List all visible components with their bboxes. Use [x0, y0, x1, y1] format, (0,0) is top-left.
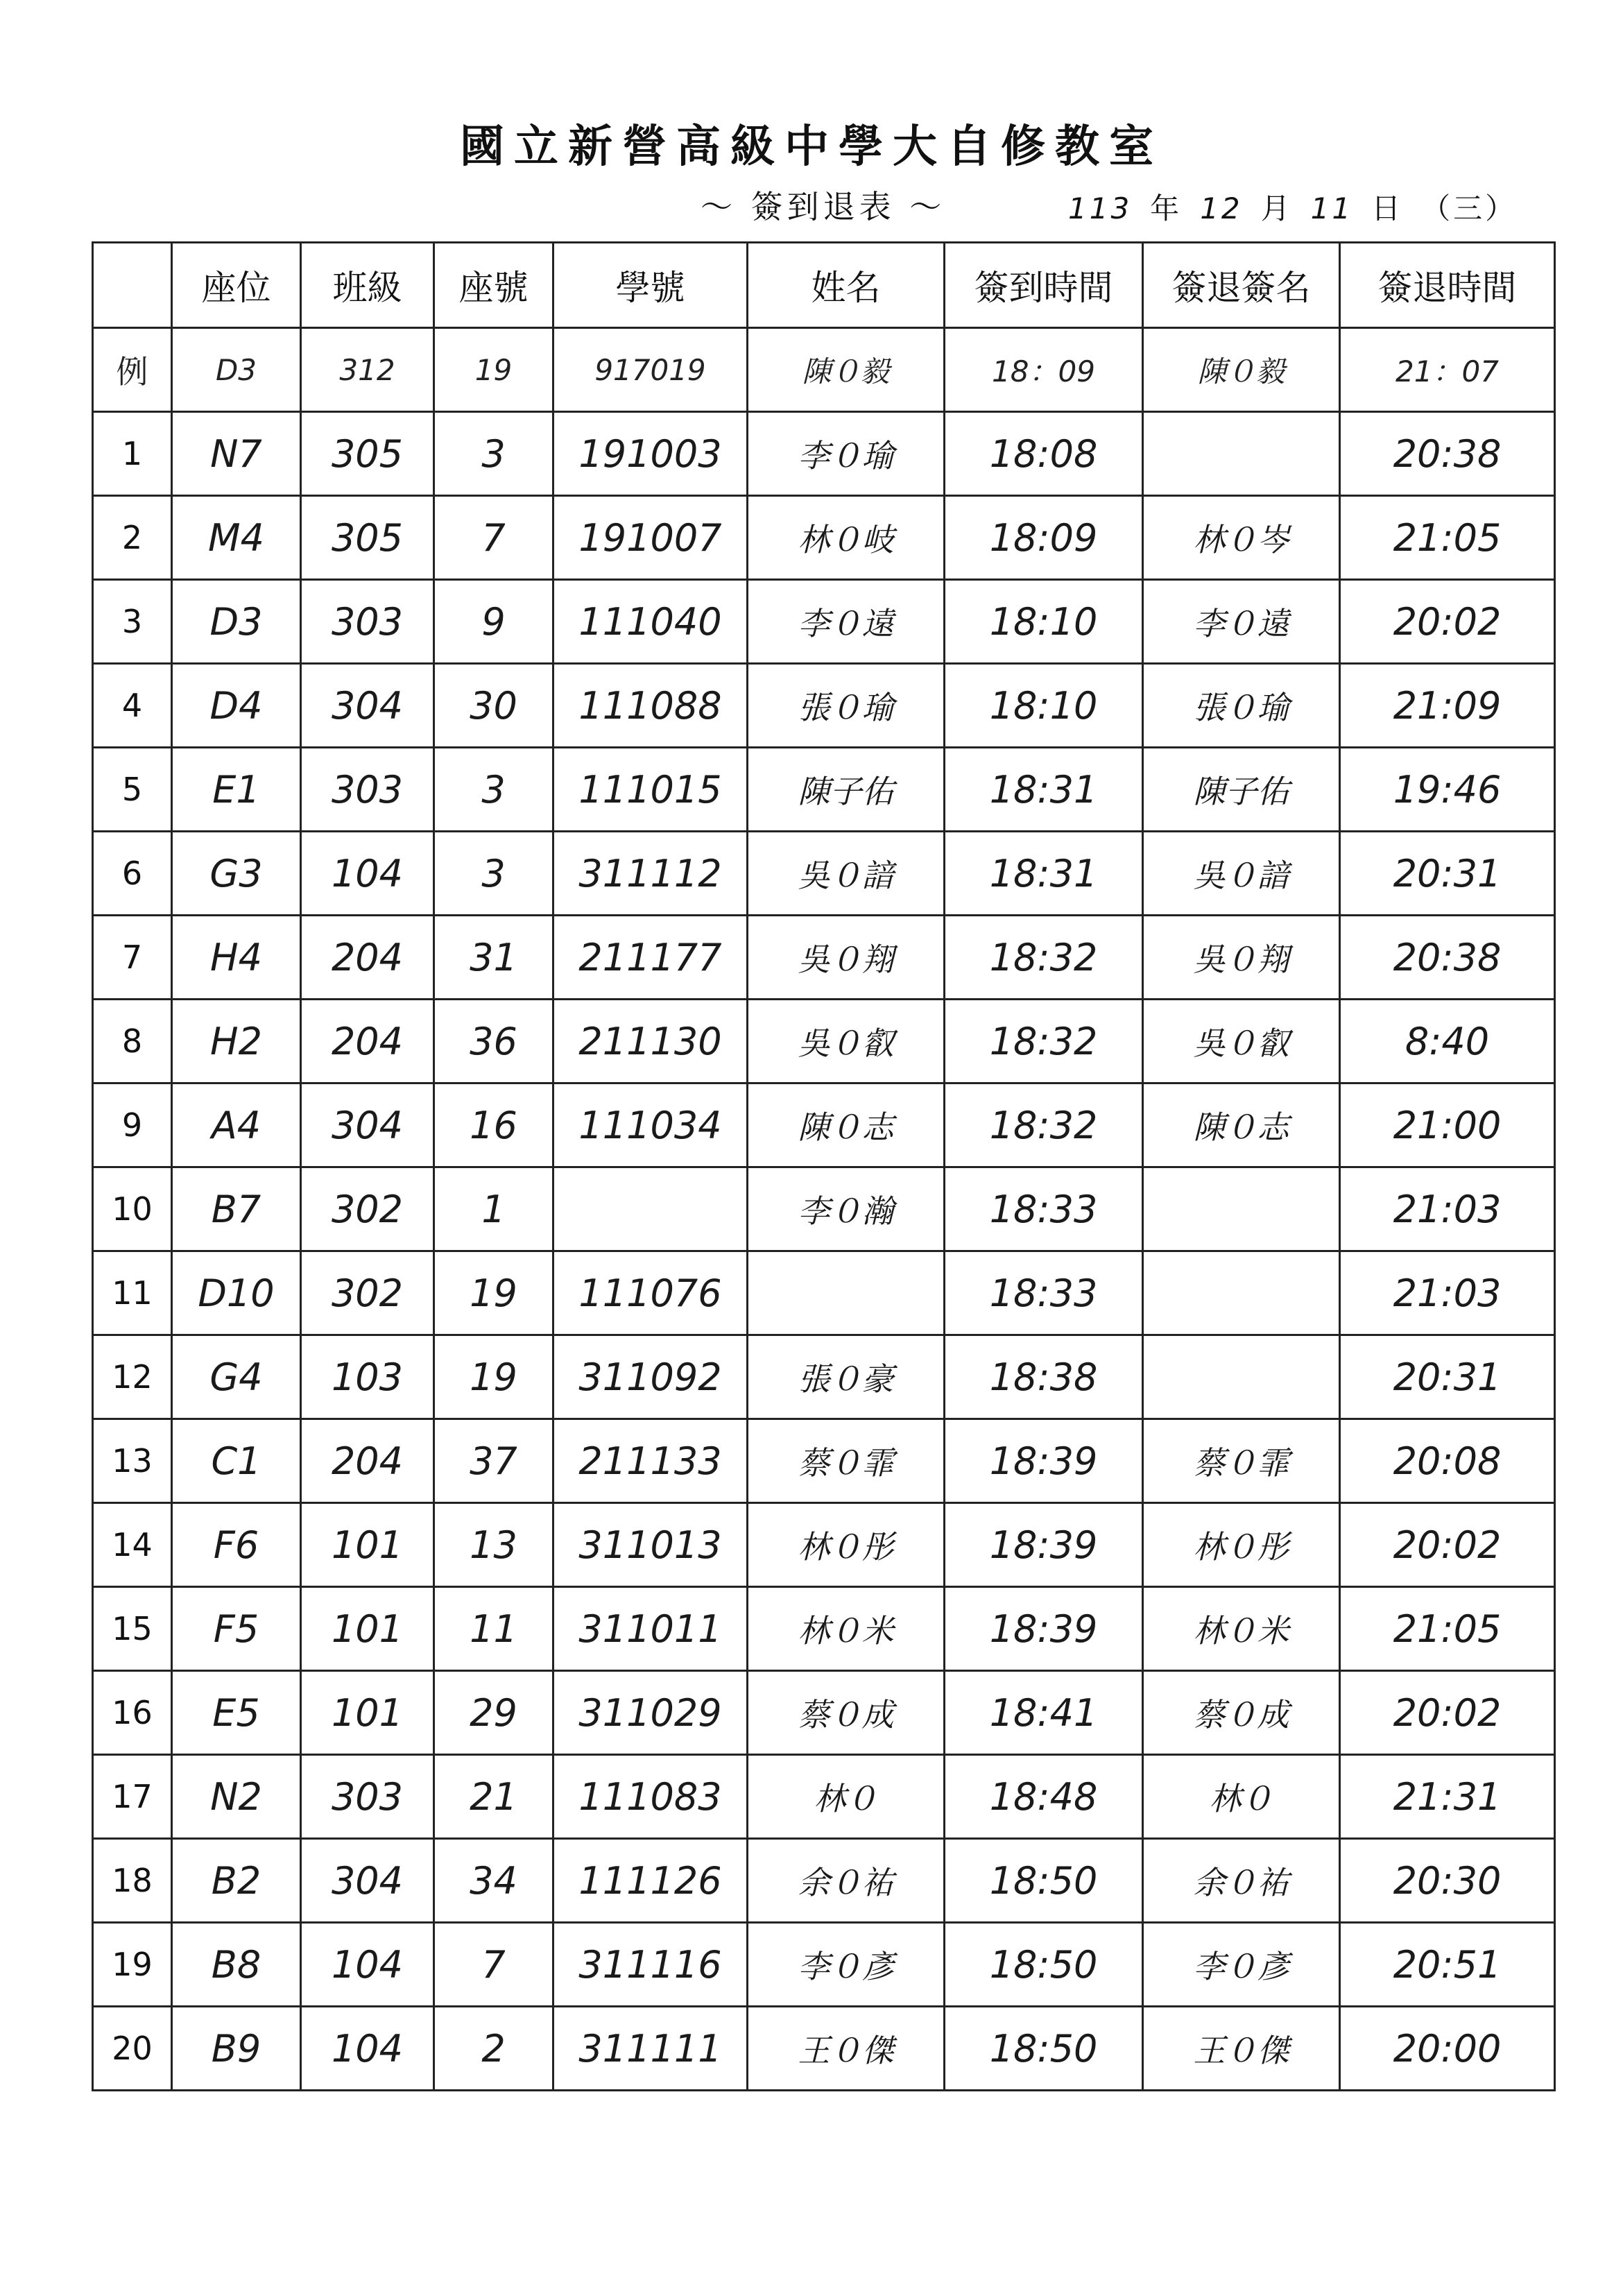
row-sign-in: 18:31 [945, 832, 1143, 916]
row-sign-out-name: 陳０志 [1143, 1083, 1340, 1167]
row-seat-no: 7 [434, 1923, 553, 2007]
row-index: 11 [93, 1251, 172, 1335]
row-sign-in: 18:50 [945, 1839, 1143, 1923]
row-index: 9 [93, 1083, 172, 1167]
row-student-id: 311112 [553, 832, 748, 916]
row-seat: D3 [172, 580, 301, 664]
table-row [93, 496, 1555, 580]
row-student-id: 311029 [553, 1671, 748, 1755]
row-seat: H2 [172, 1000, 301, 1083]
row-seat: M4 [172, 496, 301, 580]
header-index [93, 243, 172, 328]
row-index: 7 [93, 916, 172, 1000]
row-student-id: 191007 [553, 496, 748, 580]
row-seat: C1 [172, 1419, 301, 1503]
row-student-id: 211177 [553, 916, 748, 1000]
date-day-label: 日 [1371, 191, 1404, 225]
table-row [93, 1503, 1555, 1587]
row-sign-out: 20:08 [1340, 1419, 1555, 1503]
table-row [93, 1167, 1555, 1251]
row-index: 12 [93, 1335, 172, 1419]
row-sign-out-name: 林０彤 [1143, 1503, 1340, 1587]
row-class: 103 [301, 1335, 434, 1419]
table-row [93, 1335, 1555, 1419]
row-name: 張０豪 [748, 1335, 945, 1419]
row-sign-in: 18:32 [945, 1083, 1143, 1167]
row-seat-no: 1 [434, 1167, 553, 1251]
row-seat-no: 19 [434, 1335, 553, 1419]
row-sign-out: 20:51 [1340, 1923, 1555, 2007]
row-class: 305 [301, 412, 434, 496]
row-sign-in: 18:32 [945, 1000, 1143, 1083]
header-student-id: 學號 [553, 243, 748, 328]
table-row [93, 1419, 1555, 1503]
row-class: 104 [301, 832, 434, 916]
row-seat-no: 36 [434, 1000, 553, 1083]
table-row [93, 1000, 1555, 1083]
example-seat: D3 [172, 328, 301, 412]
row-name: 李０遠 [748, 580, 945, 664]
table-row [93, 1839, 1555, 1923]
row-index: 1 [93, 412, 172, 496]
row-student-id: 111083 [553, 1755, 748, 1839]
row-index: 14 [93, 1503, 172, 1587]
row-seat: D10 [172, 1251, 301, 1335]
row-sign-out: 20:02 [1340, 1671, 1555, 1755]
row-sign-out: 20:38 [1340, 916, 1555, 1000]
header-sign-out-name: 簽退簽名 [1143, 243, 1340, 328]
row-class: 304 [301, 1083, 434, 1167]
row-seat-no: 13 [434, 1503, 553, 1587]
date-line [1068, 186, 1535, 228]
row-seat-no: 30 [434, 664, 553, 748]
row-name: 吳０諳 [748, 832, 945, 916]
row-index: 3 [93, 580, 172, 664]
table-row [93, 1671, 1555, 1755]
row-name: 蔡０霏 [748, 1419, 945, 1503]
row-index: 16 [93, 1671, 172, 1755]
row-sign-out: 19:46 [1340, 748, 1555, 832]
row-sign-out-name: 吳０翔 [1143, 916, 1340, 1000]
row-sign-out-name [1143, 412, 1340, 496]
row-seat: A4 [172, 1083, 301, 1167]
row-index: 18 [93, 1839, 172, 1923]
header-class: 班級 [301, 243, 434, 328]
row-student-id: 111076 [553, 1251, 748, 1335]
row-class: 302 [301, 1167, 434, 1251]
row-sign-out: 21:09 [1340, 664, 1555, 748]
row-sign-out-name: 林０ [1143, 1755, 1340, 1839]
row-sign-out-name: 李０彥 [1143, 1923, 1340, 2007]
row-sign-out-name [1143, 1335, 1340, 1419]
header-seat-no: 座號 [434, 243, 553, 328]
row-name [748, 1251, 945, 1335]
date-month: 12 [1200, 191, 1243, 225]
row-sign-out: 20:30 [1340, 1839, 1555, 1923]
row-index: 19 [93, 1923, 172, 2007]
row-sign-in: 18:39 [945, 1587, 1143, 1671]
row-sign-out-name: 陳子佑 [1143, 748, 1340, 832]
row-student-id: 311116 [553, 1923, 748, 2007]
row-sign-out: 20:02 [1340, 580, 1555, 664]
row-student-id: 111088 [553, 664, 748, 748]
row-seat: G4 [172, 1335, 301, 1419]
row-student-id [553, 1167, 748, 1251]
row-seat: F6 [172, 1503, 301, 1587]
table-row [93, 1755, 1555, 1839]
row-seat-no: 21 [434, 1755, 553, 1839]
row-sign-in: 18:33 [945, 1251, 1143, 1335]
row-sign-in: 18:48 [945, 1755, 1143, 1839]
row-name: 李０彥 [748, 1923, 945, 2007]
row-sign-in: 18:08 [945, 412, 1143, 496]
row-seat: E1 [172, 748, 301, 832]
date-weekday: （三） [1421, 191, 1518, 225]
row-name: 林０米 [748, 1587, 945, 1671]
signin-table [92, 241, 1556, 2091]
header-name: 姓名 [748, 243, 945, 328]
row-name: 李０瑜 [748, 412, 945, 496]
row-seat: E5 [172, 1671, 301, 1755]
row-name: 張０瑜 [748, 664, 945, 748]
row-sign-in: 18:09 [945, 496, 1143, 580]
row-index: 15 [93, 1587, 172, 1671]
row-sign-out: 21:03 [1340, 1167, 1555, 1251]
row-sign-out: 20:31 [1340, 1335, 1555, 1419]
row-sign-in: 18:50 [945, 1923, 1143, 2007]
row-student-id: 311111 [553, 2007, 748, 2091]
example-seat-no: 19 [434, 328, 553, 412]
example-name: 陳０毅 [748, 328, 945, 412]
row-index: 10 [93, 1167, 172, 1251]
row-seat-no: 3 [434, 412, 553, 496]
table-row [93, 1923, 1555, 2007]
row-sign-out: 20:38 [1340, 412, 1555, 496]
row-sign-out: 8:40 [1340, 1000, 1555, 1083]
row-sign-out-name: 林０岑 [1143, 496, 1340, 580]
row-seat: F5 [172, 1587, 301, 1671]
row-index: 6 [93, 832, 172, 916]
row-sign-out: 21:00 [1340, 1083, 1555, 1167]
sheet-subtitle: ～ 簽到退表 ～ [701, 188, 946, 225]
row-class: 204 [301, 1419, 434, 1503]
row-student-id: 111034 [553, 1083, 748, 1167]
row-index: 13 [93, 1419, 172, 1503]
row-seat-no: 9 [434, 580, 553, 664]
row-seat: D4 [172, 664, 301, 748]
row-sign-out: 21:03 [1340, 1251, 1555, 1335]
row-sign-in: 18:38 [945, 1335, 1143, 1419]
row-seat-no: 16 [434, 1083, 553, 1167]
row-seat-no: 34 [434, 1839, 553, 1923]
row-seat: G3 [172, 832, 301, 916]
row-sign-in: 18:32 [945, 916, 1143, 1000]
row-sign-out: 20:31 [1340, 832, 1555, 916]
row-seat-no: 3 [434, 832, 553, 916]
row-index: 17 [93, 1755, 172, 1839]
row-student-id: 111015 [553, 748, 748, 832]
row-class: 101 [301, 1503, 434, 1587]
table-row [93, 832, 1555, 916]
row-student-id: 311011 [553, 1587, 748, 1671]
row-sign-out-name: 李０遠 [1143, 580, 1340, 664]
row-seat-no: 7 [434, 496, 553, 580]
sheet-title: 國立新營高級中學大自修教室 [460, 121, 1163, 173]
row-sign-in: 18:31 [945, 748, 1143, 832]
row-sign-out-name: 吳０諳 [1143, 832, 1340, 916]
row-seat-no: 31 [434, 916, 553, 1000]
row-student-id: 111126 [553, 1839, 748, 1923]
example-index: 例 [93, 328, 172, 412]
table-row [93, 412, 1555, 496]
row-sign-out-name: 王０傑 [1143, 2007, 1340, 2091]
table-row [93, 1083, 1555, 1167]
row-sign-out-name [1143, 1251, 1340, 1335]
row-student-id: 311013 [553, 1503, 748, 1587]
date-year-label: 年 [1150, 191, 1183, 225]
row-class: 101 [301, 1587, 434, 1671]
table-row [93, 748, 1555, 832]
row-student-id: 311092 [553, 1335, 748, 1419]
example-row [93, 328, 1555, 412]
row-name: 陳０志 [748, 1083, 945, 1167]
row-seat-no: 37 [434, 1419, 553, 1503]
row-name: 王０傑 [748, 2007, 945, 2091]
row-sign-out-name: 余０祐 [1143, 1839, 1340, 1923]
row-seat-no: 19 [434, 1251, 553, 1335]
row-seat-no: 29 [434, 1671, 553, 1755]
table-row [93, 2007, 1555, 2091]
table-row [93, 664, 1555, 748]
row-sign-out-name: 林０米 [1143, 1587, 1340, 1671]
row-sign-out-name: 蔡０成 [1143, 1671, 1340, 1755]
row-seat: N2 [172, 1755, 301, 1839]
table-row [93, 916, 1555, 1000]
row-class: 303 [301, 1755, 434, 1839]
row-index: 20 [93, 2007, 172, 2091]
example-sign-out: 21：07 [1340, 328, 1555, 412]
row-sign-in: 18:10 [945, 664, 1143, 748]
row-index: 8 [93, 1000, 172, 1083]
row-name: 林０岐 [748, 496, 945, 580]
row-sign-in: 18:33 [945, 1167, 1143, 1251]
row-sign-in: 18:39 [945, 1503, 1143, 1587]
row-seat: B8 [172, 1923, 301, 2007]
row-name: 余０祐 [748, 1839, 945, 1923]
row-class: 304 [301, 664, 434, 748]
row-seat: B9 [172, 2007, 301, 2091]
row-class: 305 [301, 496, 434, 580]
table-row [93, 1587, 1555, 1671]
row-sign-out-name: 吳０叡 [1143, 1000, 1340, 1083]
row-class: 204 [301, 1000, 434, 1083]
row-name: 林０ [748, 1755, 945, 1839]
header-sign-in-time: 簽到時間 [945, 243, 1143, 328]
row-name: 陳子佑 [748, 748, 945, 832]
row-class: 303 [301, 748, 434, 832]
row-class: 104 [301, 2007, 434, 2091]
row-class: 303 [301, 580, 434, 664]
row-sign-in: 18:50 [945, 2007, 1143, 2091]
row-sign-out: 20:00 [1340, 2007, 1555, 2091]
row-sign-out-name: 蔡０霏 [1143, 1419, 1340, 1503]
row-class: 302 [301, 1251, 434, 1335]
row-index: 2 [93, 496, 172, 580]
header-sign-out-time: 簽退時間 [1340, 243, 1555, 328]
date-month-label: 月 [1260, 191, 1293, 225]
row-name: 吳０翔 [748, 916, 945, 1000]
row-name: 蔡０成 [748, 1671, 945, 1755]
example-student-id: 917019 [553, 328, 748, 412]
date-day: 11 [1310, 191, 1354, 225]
row-seat: B7 [172, 1167, 301, 1251]
row-sign-out: 21:31 [1340, 1755, 1555, 1839]
row-student-id: 191003 [553, 412, 748, 496]
row-sign-out-name: 張０瑜 [1143, 664, 1340, 748]
row-seat-no: 11 [434, 1587, 553, 1671]
row-seat-no: 2 [434, 2007, 553, 2091]
row-student-id: 211130 [553, 1000, 748, 1083]
row-index: 4 [93, 664, 172, 748]
row-sign-in: 18:39 [945, 1419, 1143, 1503]
row-seat: H4 [172, 916, 301, 1000]
table-row [93, 580, 1555, 664]
table-row [93, 1251, 1555, 1335]
row-sign-in: 18:10 [945, 580, 1143, 664]
row-sign-out-name [1143, 1167, 1340, 1251]
header-seat: 座位 [172, 243, 301, 328]
example-sign-out-name: 陳０毅 [1143, 328, 1340, 412]
example-sign-in: 18：09 [945, 328, 1143, 412]
row-sign-out: 21:05 [1340, 1587, 1555, 1671]
row-sign-in: 18:41 [945, 1671, 1143, 1755]
row-student-id: 111040 [553, 580, 748, 664]
row-class: 204 [301, 916, 434, 1000]
row-class: 304 [301, 1839, 434, 1923]
row-seat-no: 3 [434, 748, 553, 832]
row-sign-out: 20:02 [1340, 1503, 1555, 1587]
row-name: 吳０叡 [748, 1000, 945, 1083]
row-seat: B2 [172, 1839, 301, 1923]
row-name: 李０瀚 [748, 1167, 945, 1251]
row-class: 104 [301, 1923, 434, 2007]
date-year: 113 [1068, 191, 1133, 225]
row-student-id: 211133 [553, 1419, 748, 1503]
row-index: 5 [93, 748, 172, 832]
row-name: 林０彤 [748, 1503, 945, 1587]
header-row [93, 243, 1555, 328]
example-class: 312 [301, 328, 434, 412]
row-sign-out: 21:05 [1340, 496, 1555, 580]
row-class: 101 [301, 1671, 434, 1755]
row-seat: N7 [172, 412, 301, 496]
